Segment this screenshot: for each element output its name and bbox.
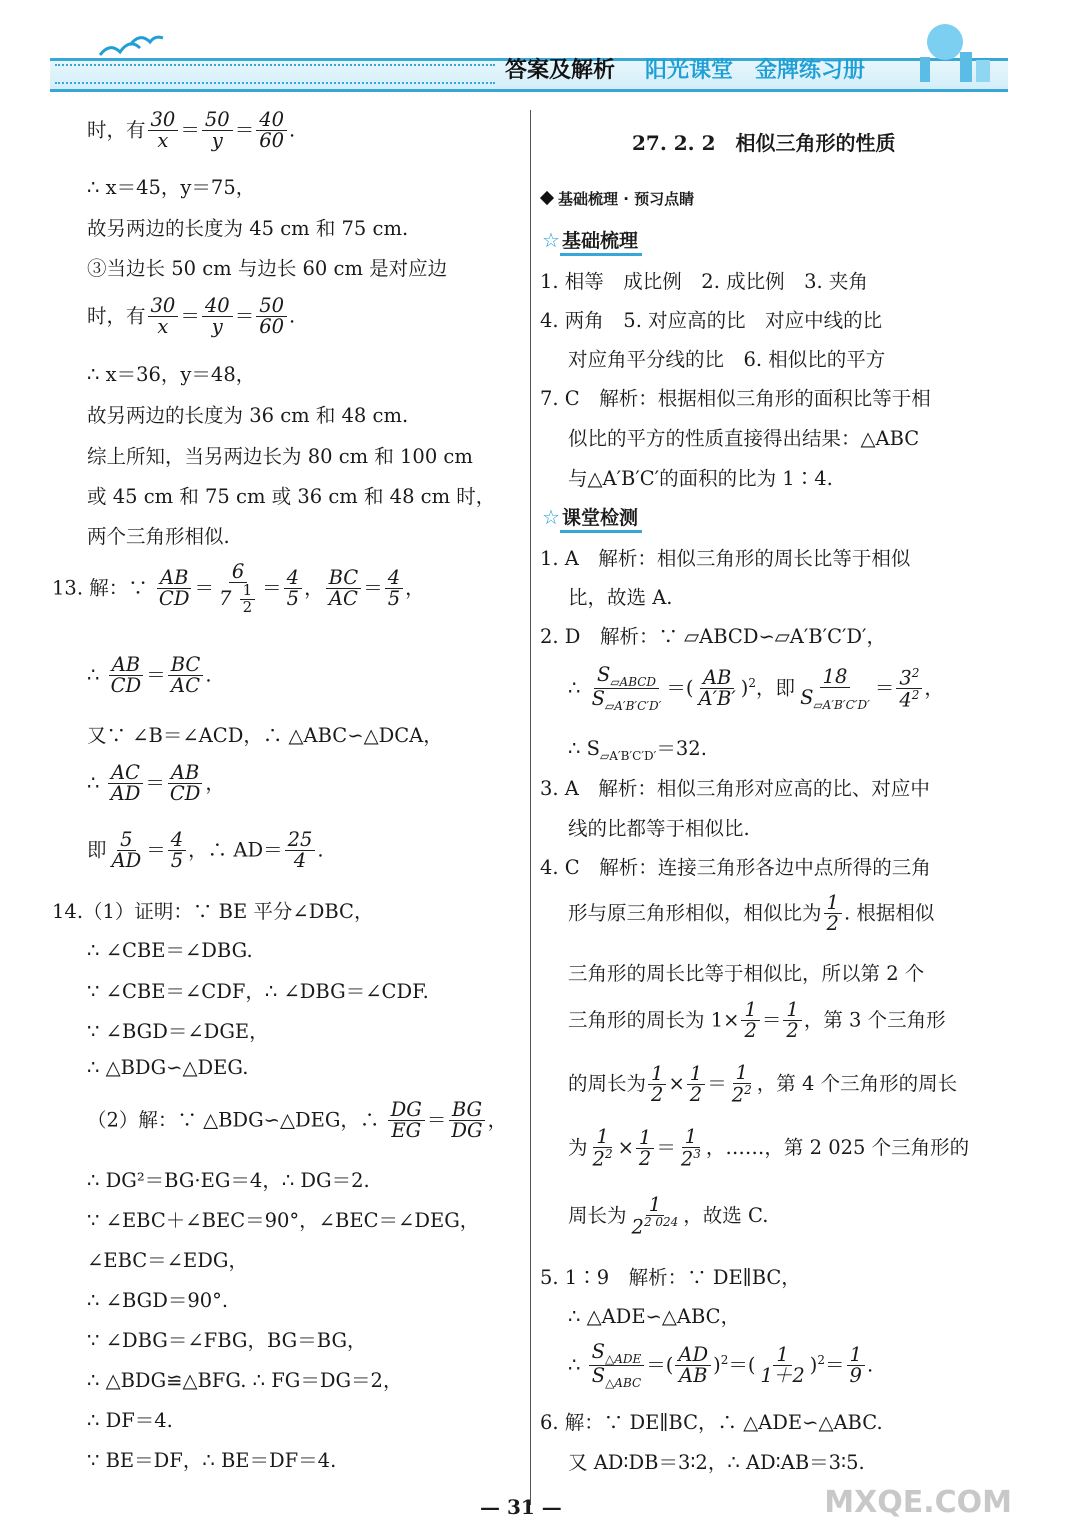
text-line: 形与原三角形相似，相似比为 $\frac{1}{2}$ . 根据相似 [568,891,935,936]
text-line: 两个三角形相似. [87,525,230,548]
column-divider [530,110,531,1505]
problem-14: 14.（1）证明：∵ BE 平分∠DBC， [52,900,374,923]
text-line: 时，有 $\frac{30}{x}$ ＝ $\frac{40}{y}$ ＝ $\frac{50}{60}$ . [87,294,296,339]
text-line: 故另两边的长度为 45 cm 和 75 cm. [87,217,409,240]
text-line: 5. 1∶9 解析：∵ DE∥BC， [540,1266,801,1289]
text-line: （2）解：∵ △BDG∽△DEG，∴ $\frac{DG}{EG}$ ＝ $\frac{BG}{DG}$ ， [87,1098,508,1143]
text-line: 4. C 解析：连接三角形各边中点所得的三角 [540,856,931,879]
text-line: 三角形的周长为 1× $\frac{1}{2}$ ＝ $\frac{1}{2}$ ，第 3 个三角形 [568,998,946,1043]
text-line: ∴ △ADE∽△ABC， [568,1305,741,1328]
text-line: 的周长为 $\frac{1}{2}$ × $\frac{1}{2}$ ＝ $\frac{1}{2^2}$ ，第 4 个三角形的周长 [568,1061,958,1107]
text-line: ∴ $\frac{S_{▱ABCD}}{S_{▱A'B'C'D'}}$ ＝( $\frac{AB}{A'B'}$ )$^2$，即 $\frac{18}{S_{▱A'B'C'D'}}$ ＝ $\frac{3^2}{4^2}$ ， [568,663,944,714]
section-tag-check: ☆ 课堂检测 [542,503,642,533]
text-line: 又 AD∶DB＝3∶2，∴ AD∶AB＝3∶5. [568,1451,865,1474]
section-tag-basics: ☆ 基础梳理 [542,226,642,256]
sub-header: 基础梳理 · 预习点睛 [542,188,694,209]
text-line: 1. A 解析：相似三角形的周长比等于相似 [540,547,911,570]
text-line: 三角形的周长比等于相似比，所以第 2 个 [568,962,925,985]
star-icon: ☆ [542,228,560,252]
text-line: ∴ DF＝4. [87,1409,173,1432]
text-line: 对应角平分线的比 6. 相似比的平方 [568,348,886,371]
text-line: 比，故选 A. [568,586,673,609]
text-line: 为 $\frac{1}{2^2}$ × $\frac{1}{2}$ ＝ $\frac{1}{2^3}$ ，……，第 2 025 个三角形的 [568,1125,970,1171]
header-answer-label: 答案及解析 [505,58,616,83]
problem-13: 13. 解：∵ $\frac{AB}{CD}$ ＝ 6 7 $\frac{1}{2}$ ＝ $\frac{4}{5}$ ， $\frac{BC}{AC}$ ＝ $\frac{4}{5}$ ， [52,560,425,617]
text-line: ∴ x＝45，y＝75， [87,176,256,199]
text-line: ∴ $\frac{S_{\triangle ADE}}{S_{\triangle ABC}}$ ＝( $\frac{AD}{AB}$ )$^2$＝( $\frac{1}{1+2}$ )$^2$＝ $\frac{1}{9}$ . [568,1340,874,1391]
text-line: 又∵ ∠B＝∠ACD，∴ △ABC∽△DCA， [87,724,443,747]
text-line: 6. 解：∵ DE∥BC，∴ △ADE∽△ABC. [540,1411,883,1434]
text-line: ∴ $\frac{AC}{AD}$ ＝ $\frac{AB}{CD}$ ， [87,761,225,806]
text-line: ∴ ∠BGD＝90°. [87,1289,229,1312]
right-column [540,0,1020,1500]
text-line: 即 $\frac{5}{AD}$ ＝ $\frac{4}{5}$ ，∴ AD＝ $\frac{25}{4}$ . [87,828,324,873]
text-line: ③当边长 50 cm 与边长 60 cm 是对应边 [87,257,448,280]
section-title: 27. 2. 2 相似三角形的性质 [632,131,896,155]
text-line: 1. 相等 成比例 2. 成比例 3. 夹角 [540,270,868,293]
text-line: ∴ △BDG≌△BFG. ∴ FG＝DG＝2， [87,1369,403,1392]
text-line: ∵ ∠BGD＝∠DGE， [87,1020,269,1043]
text-line: 似比的平方的性质直接得出结果：△ABC [568,427,920,450]
star-icon: ☆ [542,505,560,529]
text-line: ∴ DG²＝BG·EG＝4，∴ DG＝2. [87,1169,370,1192]
text-line: 7. C 解析：根据相似三角形的面积比等于相 [540,387,931,410]
text-line: 与△A′B′C′的面积的比为 1∶4. [568,467,833,490]
text-line: ∴ △BDG∽△DEG. [87,1056,249,1079]
text-line: ∴ ∠CBE＝∠DBG. [87,939,253,962]
text-line: ∵ ∠EBC＋∠BEC＝90°，∠BEC＝∠DEG， [87,1209,480,1232]
watermark: MXQE.COM [824,1485,1012,1520]
text-line: ∴ $S_{▱A'B'C'D'}=32$. [568,737,707,763]
text-line: 线的比都等于相似比. [568,817,750,840]
header-brand: 阳光课堂 金牌练习册 [645,58,866,83]
text-line: 故另两边的长度为 36 cm 和 48 cm. [87,404,409,427]
page-number: — 31 — [480,1495,562,1519]
left-column [52,0,522,1500]
text-line: 2. D 解析：∵ ▱ABCD∽▱A′B′C′D′， [540,625,886,648]
text-line: 4. 两角 5. 对应高的比 对应中线的比 [540,309,883,332]
text-line: 综上所知，当另两边长为 80 cm 和 100 cm [87,445,473,468]
text-line: ∠EBC＝∠EDG， [87,1249,248,1272]
diamond-icon [540,191,554,205]
text-line: 周长为 $\frac{1}{2^{2 024}}$ ，故选 C. [568,1193,769,1239]
text-line: ∵ ∠DBG＝∠FBG，BG＝BG， [87,1329,367,1352]
text-line: ∴ x＝36，y＝48， [87,363,256,386]
text-line: 3. A 解析：相似三角形对应高的比、对应中 [540,777,930,800]
text-line: 时，有 $\frac{30}{x}$ ＝ $\frac{50}{y}$ ＝ $\frac{40}{60}$ . [87,108,296,153]
text-line: ∴ $\frac{AB}{CD}$ ＝ $\frac{BC}{AC}$ . [87,653,212,698]
text-line: ∵ BE＝DF，∴ BE＝DF＝4. [87,1449,337,1472]
text-line: 或 45 cm 和 75 cm 或 36 cm 和 48 cm 时， [87,485,496,508]
text-line: ∵ ∠CBE＝∠CDF，∴ ∠DBG＝∠CDF. [87,980,429,1003]
